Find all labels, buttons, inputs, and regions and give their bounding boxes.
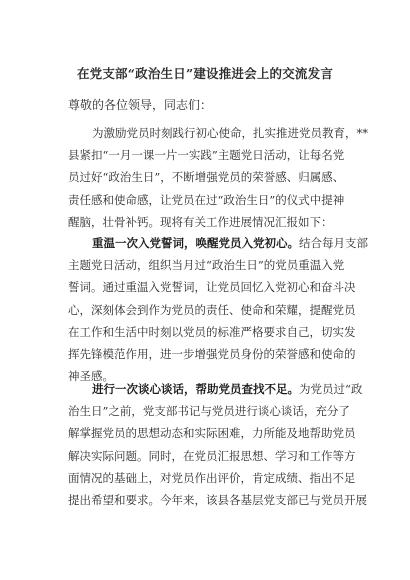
paragraph-oath	[68, 232, 368, 387]
paragraph-line: 醒脑，壮骨补钙。现将有关工作进展情况汇报如下：	[68, 214, 333, 229]
paragraph-text: 为党员过“政	[299, 382, 363, 396]
paragraph-first-line	[68, 232, 368, 254]
paragraph-line: 解掌握党员的思想动态和实际困难，力所能及地帮助党员	[68, 426, 356, 441]
paragraph-first-line	[68, 378, 363, 400]
paragraph-line: 神圣感。	[68, 369, 114, 384]
section-heading: 重温一次入党誓词，唤醒党员入党初心。	[92, 236, 299, 250]
paragraph-line: 解决实际问题。同时，在党员汇报思想、学习和工作等方	[68, 448, 356, 463]
paragraph-line: 主题党日活动，组织当月过“政治生日”的党员重温入党	[68, 258, 345, 273]
paragraph-line: 责任感和使命感，让党员在过“政治生日”的仪式中提神	[68, 192, 345, 207]
paragraph-line: 心，深刻体会到作为党员的责任、使命和荣耀，提醒党员	[68, 302, 356, 317]
paragraph-intro	[68, 122, 368, 233]
paragraph-line: 誓词。通过重温入党誓词，让党员回忆入党初心和奋斗决	[68, 280, 356, 295]
paragraph-line: 面情况的基础上，对党员作出评价，肯定成绩、指出不足	[68, 470, 356, 485]
paragraph-line: 县紧扣“一月一课一片一实践”主题党日活动，让每名党	[68, 148, 345, 163]
salutation: 尊敬的各位领导，同志们：	[68, 98, 213, 112]
section-heading: 进行一次谈心谈话，帮助党员查找不足。	[92, 382, 299, 396]
paragraph-line: 在工作和生活中时刻以党员的标准严格要求自己，切实发	[68, 324, 356, 339]
paragraph-line: 提出希望和要求。今年来，该县各基层党支部已与党员开展	[68, 492, 367, 507]
paragraph-talk	[68, 378, 367, 511]
paragraph-text: 结合每月支部	[299, 236, 368, 250]
paragraph-line: 为激励党员时刻践行初心使命，扎实推进党员教育，**	[92, 126, 368, 140]
paragraph-line: 员过好“政治生日”，不断增强党员的荣誉感、归属感、	[68, 170, 345, 185]
paragraph-line: 治生日”之前，党支部书记与党员进行谈心谈话，充分了	[68, 404, 350, 419]
paragraph-line: 挥先锋模范作用，进一步增强党员身份的荣誉感和使命的	[68, 346, 356, 361]
document-title: 在党支部“政治生日”建设推进会上的交流发言	[76, 66, 334, 81]
